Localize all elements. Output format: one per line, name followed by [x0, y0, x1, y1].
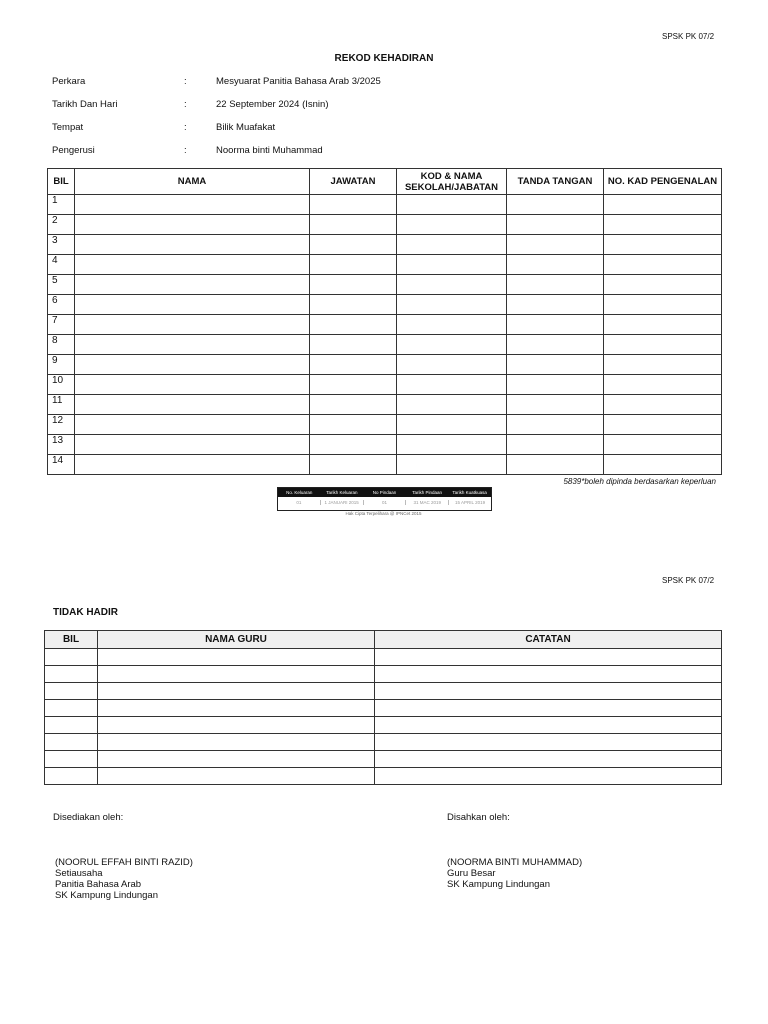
table-row: [45, 683, 722, 700]
cell-jawatan[interactable]: [310, 235, 397, 255]
cell-nama[interactable]: [75, 235, 310, 255]
table-row: [45, 649, 722, 666]
cell-nama-guru[interactable]: [98, 734, 375, 751]
cell-kod-sekolah[interactable]: [397, 275, 507, 295]
col-header-bil: BIL: [48, 169, 75, 195]
cell-tanda-tangan[interactable]: [507, 255, 604, 275]
cell-kod-sekolah[interactable]: [397, 315, 507, 335]
cell-no-kad[interactable]: [604, 295, 722, 315]
cell-no-kad[interactable]: [604, 215, 722, 235]
cell-kod-sekolah[interactable]: [397, 295, 507, 315]
cell-nama[interactable]: [75, 375, 310, 395]
cell-tanda-tangan[interactable]: [507, 295, 604, 315]
table-row: [45, 768, 722, 785]
cell-bil: 9: [48, 355, 75, 375]
cell-nama[interactable]: [75, 215, 310, 235]
col-header-kod-sekolah: KOD & NAMA SEKOLAH/JABATAN: [397, 169, 507, 195]
cell-tanda-tangan[interactable]: [507, 275, 604, 295]
doc-control-header: Tarikh Pindaan: [412, 490, 442, 495]
cell-nama[interactable]: [75, 395, 310, 415]
cell-nama[interactable]: [75, 455, 310, 475]
cell-nama[interactable]: [75, 275, 310, 295]
cell-tanda-tangan[interactable]: [507, 455, 604, 475]
col-header-bil: BIL: [45, 631, 98, 649]
col-header-nama-guru: NAMA GURU: [98, 631, 375, 649]
cell-no-kad[interactable]: [604, 335, 722, 355]
cell-bil: 2: [48, 215, 75, 235]
cell-nama[interactable]: [75, 435, 310, 455]
prepared-name: (NOORUL EFFAH BINTI RAZID): [55, 857, 193, 868]
table-row: [45, 700, 722, 717]
cell-kod-sekolah[interactable]: [397, 415, 507, 435]
cell-tanda-tangan[interactable]: [507, 435, 604, 455]
cell-nama-guru[interactable]: [98, 683, 375, 700]
cell-nama-guru[interactable]: [98, 717, 375, 734]
table-row: [48, 235, 722, 255]
approved-role: Guru Besar: [447, 868, 496, 879]
table-row: [45, 717, 722, 734]
cell-tanda-tangan[interactable]: [507, 415, 604, 435]
cell-bil: 7: [48, 315, 75, 335]
col-header-nama: NAMA: [75, 169, 310, 195]
cell-jawatan[interactable]: [310, 415, 397, 435]
meta-colon: :: [184, 76, 187, 87]
cell-no-kad[interactable]: [604, 435, 722, 455]
table-row: [48, 275, 722, 295]
cell-bil[interactable]: [45, 666, 98, 683]
cell-bil[interactable]: [45, 768, 98, 785]
attendance-table-body: [48, 195, 722, 475]
meta-label: Tempat: [52, 122, 84, 133]
doc-control-value: 01: [364, 500, 407, 505]
meta-colon: :: [184, 99, 187, 110]
cell-bil: 8: [48, 335, 75, 355]
cell-tanda-tangan[interactable]: [507, 335, 604, 355]
cell-no-kad[interactable]: [604, 415, 722, 435]
cell-bil: 14: [48, 455, 75, 475]
prepared-unit: Panitia Bahasa Arab: [55, 879, 142, 890]
absence-table-body: [45, 649, 722, 785]
cell-bil[interactable]: [45, 649, 98, 666]
table-row: [48, 455, 722, 475]
table-row: [48, 315, 722, 335]
approved-by-label: Disahkan oleh:: [447, 812, 510, 823]
cell-jawatan[interactable]: [310, 275, 397, 295]
meta-value: Mesyuarat Panitia Bahasa Arab 3/2025: [216, 76, 381, 87]
cell-catatan[interactable]: [375, 717, 722, 734]
cell-nama[interactable]: [75, 335, 310, 355]
page-title: REKOD KEHADIRAN: [334, 53, 434, 64]
document-control-box: [277, 487, 492, 511]
table-row: [48, 215, 722, 235]
doc-control-value: 31 MAC 2019: [406, 500, 449, 505]
approved-school: SK Kampung Lindungan: [447, 879, 550, 890]
cell-no-kad[interactable]: [604, 355, 722, 375]
form-code-page2: SPSK PK 07/2: [662, 576, 715, 585]
cell-kod-sekolah[interactable]: [397, 195, 507, 215]
table-row: [45, 666, 722, 683]
cell-catatan[interactable]: [375, 768, 722, 785]
cell-jawatan[interactable]: [310, 215, 397, 235]
cell-catatan[interactable]: [375, 751, 722, 768]
meta-label: Tarikh Dan Hari: [52, 99, 118, 110]
cell-jawatan[interactable]: [310, 395, 397, 415]
table-row: [48, 435, 722, 455]
cell-catatan[interactable]: [375, 666, 722, 683]
col-header-no-kad: NO. KAD PENGENALAN: [604, 169, 722, 195]
table-header-row: [48, 169, 722, 195]
doc-control-header: No Pindaan: [372, 490, 397, 495]
cell-bil: 13: [48, 435, 75, 455]
cell-jawatan[interactable]: [310, 295, 397, 315]
cell-jawatan[interactable]: [310, 355, 397, 375]
meta-value: 22 September 2024 (Isnin): [216, 99, 329, 110]
cell-bil[interactable]: [45, 700, 98, 717]
cell-catatan[interactable]: [375, 700, 722, 717]
cell-tanda-tangan[interactable]: [507, 315, 604, 335]
cell-nama-guru[interactable]: [98, 666, 375, 683]
cell-nama[interactable]: [75, 195, 310, 215]
amendment-note: 5839*boleh dipinda berdasarkan keperluan: [563, 477, 716, 486]
cell-kod-sekolah[interactable]: [397, 395, 507, 415]
doc-control-header: Tarikh Keluaran: [326, 490, 358, 495]
cell-kod-sekolah[interactable]: [397, 215, 507, 235]
cell-no-kad[interactable]: [604, 455, 722, 475]
cell-bil: 10: [48, 375, 75, 395]
cell-jawatan[interactable]: [310, 335, 397, 355]
cell-bil: 4: [48, 255, 75, 275]
cell-bil[interactable]: [45, 751, 98, 768]
cell-kod-sekolah[interactable]: [397, 235, 507, 255]
cell-jawatan[interactable]: [310, 315, 397, 335]
cell-bil: 5: [48, 275, 75, 295]
cell-jawatan[interactable]: [310, 255, 397, 275]
meta-value: Noorma binti Muhammad: [216, 145, 323, 156]
doc-control-header: Tarikh Kuatkuasa: [452, 490, 487, 495]
cell-no-kad[interactable]: [604, 315, 722, 335]
cell-tanda-tangan[interactable]: [507, 215, 604, 235]
doc-control-value: 1 JANUARI 2015: [321, 500, 364, 505]
meta-label: Pengerusi: [52, 145, 95, 156]
cell-jawatan[interactable]: [310, 195, 397, 215]
cell-no-kad[interactable]: [604, 195, 722, 215]
cell-catatan[interactable]: [375, 683, 722, 700]
doc-control-header: No. Keluaran: [286, 490, 313, 495]
cell-nama-guru[interactable]: [98, 700, 375, 717]
cell-tanda-tangan[interactable]: [507, 195, 604, 215]
cell-no-kad[interactable]: [604, 275, 722, 295]
cell-no-kad[interactable]: [604, 375, 722, 395]
prepared-role: Setiausaha: [55, 868, 103, 879]
cell-kod-sekolah[interactable]: [397, 255, 507, 275]
prepared-by-label: Disediakan oleh:: [53, 812, 124, 823]
cell-bil: 6: [48, 295, 75, 315]
cell-nama-guru[interactable]: [98, 768, 375, 785]
table-row: [48, 355, 722, 375]
cell-no-kad[interactable]: [604, 395, 722, 415]
cell-kod-sekolah[interactable]: [397, 375, 507, 395]
approved-by-block: [447, 857, 582, 890]
cell-bil[interactable]: [45, 717, 98, 734]
doc-control-value: 15 APRIL 2019: [455, 500, 486, 505]
section-title: TIDAK HADIR: [53, 607, 118, 618]
cell-kod-sekolah[interactable]: [397, 435, 507, 455]
absence-table: [44, 630, 722, 785]
cell-jawatan[interactable]: [310, 435, 397, 455]
table-row: [48, 335, 722, 355]
cell-jawatan[interactable]: [310, 455, 397, 475]
cell-nama-guru[interactable]: [98, 751, 375, 768]
meta-label: Perkara: [52, 76, 86, 87]
cell-bil: 1: [48, 195, 75, 215]
cell-bil[interactable]: [45, 683, 98, 700]
table-row: [48, 415, 722, 435]
table-header-row: [45, 631, 722, 649]
cell-tanda-tangan[interactable]: [507, 355, 604, 375]
cell-bil: 3: [48, 235, 75, 255]
cell-no-kad[interactable]: [604, 255, 722, 275]
meta-colon: :: [184, 122, 187, 133]
doc-control-header-row: [278, 488, 491, 497]
col-header-jawatan: JAWATAN: [310, 169, 397, 195]
col-header-tanda-tangan: TANDA TANGAN: [507, 169, 604, 195]
cell-catatan[interactable]: [375, 734, 722, 751]
attendance-table: [47, 168, 722, 475]
meta-value: Bilik Muafakat: [216, 122, 276, 133]
approved-name: (NOORMA BINTI MUHAMMAD): [447, 857, 583, 868]
cell-no-kad[interactable]: [604, 235, 722, 255]
table-row: [48, 195, 722, 215]
meta-colon: :: [184, 145, 187, 156]
cell-kod-sekolah[interactable]: [397, 355, 507, 375]
table-row: [48, 295, 722, 315]
table-row: [45, 734, 722, 751]
doc-control-values-row: [278, 497, 491, 508]
cell-tanda-tangan[interactable]: [507, 235, 604, 255]
cell-kod-sekolah[interactable]: [397, 455, 507, 475]
cell-bil: 12: [48, 415, 75, 435]
cell-tanda-tangan[interactable]: [507, 395, 604, 415]
copyright-text: Hak Cipta Terpelihara @ IPNCet 2015: [345, 511, 422, 516]
cell-nama[interactable]: [75, 315, 310, 335]
cell-nama[interactable]: [75, 415, 310, 435]
form-code: SPSK PK 07/2: [662, 32, 715, 41]
cell-catatan[interactable]: [375, 649, 722, 666]
cell-nama[interactable]: [75, 355, 310, 375]
cell-nama[interactable]: [75, 295, 310, 315]
table-row: [45, 751, 722, 768]
table-row: [48, 395, 722, 415]
col-header-catatan: CATATAN: [375, 631, 722, 649]
cell-bil: 11: [48, 395, 75, 415]
doc-control-value: 01: [278, 500, 321, 505]
table-row: [48, 375, 722, 395]
cell-bil[interactable]: [45, 734, 98, 751]
prepared-by-block: [55, 857, 193, 901]
cell-nama[interactable]: [75, 255, 310, 275]
cell-jawatan[interactable]: [310, 375, 397, 395]
cell-kod-sekolah[interactable]: [397, 335, 507, 355]
cell-tanda-tangan[interactable]: [507, 375, 604, 395]
table-row: [48, 255, 722, 275]
prepared-school: SK Kampung Lindungan: [55, 890, 158, 901]
cell-nama-guru[interactable]: [98, 649, 375, 666]
